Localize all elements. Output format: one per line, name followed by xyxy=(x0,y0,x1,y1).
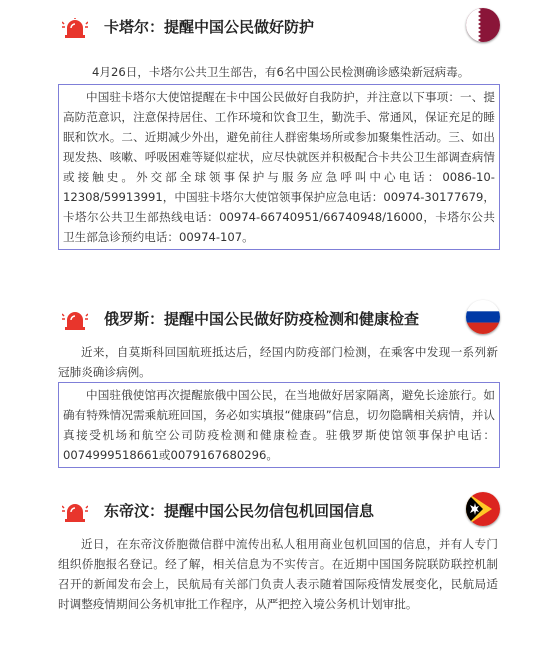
section-title: 东帝汶：提醒中国公民勿信包机回国信息 xyxy=(104,502,375,520)
section-intro: 4月26日，卡塔尔公共卫生部告，有6名中国公民检测确诊感染新冠病毒。 xyxy=(92,65,470,79)
alarm-siren-icon xyxy=(62,310,88,330)
section-intro: 近日，在东帝汶侨胞微信群中流传出私人租用商业包机回国的信息，并有人专门组织侨胞报名登记。经了解，相关信息为不实传言。在近期中国国务院联防联控机制召开的新闻发布会上，民航局有关部门负责人表示随着国际疫情发展变化，民航局适时调整疫情期间公务机审批工作程序，从严把控入境公务机计划审批。 xyxy=(58,537,498,611)
section-header xyxy=(0,298,554,338)
qatar-flag-icon xyxy=(466,8,500,42)
notice-box: 中国驻卡塔尔大使馆提醒在卡中国公民做好自我防护，并注意以下事项：一、提高防范意识，注意保持居住、工作环境和饮食卫生，勤洗手、常通风，保证充足的睡眠和饮水。二、近期减少外出，避免前往人群密集场所或参加聚集性活动。三、如出现发热、咳嗽、呼吸困难等疑似症状，应尽快就医并积极配合卡共公卫生部调查病情或接触史。外交部全球领事保护与服务应急呼叫中心电话：0086-10-12308/59913991，中国驻卡塔尔大使馆领事保护应急电话：00974-30177679，卡塔尔公共卫生部热线电话：00974-66740951/66740948/16000，卡塔尔公共卫生部急诊预约电话：00974-107。 xyxy=(58,84,500,250)
section-russia xyxy=(0,298,554,462)
russia-flag-icon xyxy=(466,300,500,334)
alarm-siren-icon xyxy=(62,502,88,522)
section-qatar xyxy=(0,6,554,244)
section-header xyxy=(0,490,554,530)
section-intro: 近来，自莫斯科回国航班抵达后，经国内防疫部门检测，在乘客中发现一系列新冠肺炎确诊病例。 xyxy=(58,345,498,379)
section-title: 卡塔尔：提醒中国公民做好防护 xyxy=(104,18,315,36)
section-header xyxy=(0,6,554,46)
section-east-timor xyxy=(0,490,554,611)
alarm-siren-icon xyxy=(62,18,88,38)
section-title: 俄罗斯：提醒中国公民做好防疫检测和健康检查 xyxy=(104,310,420,328)
notice-box: 中国驻俄使馆再次提醒旅俄中国公民，在当地做好居家隔离，避免长途旅行。如确有特殊情况需乘航班回国，务必如实填报“健康码”信息，切勿隐瞒相关病情，并认真接受机场和航空公司防疫检测和健康检查。驻俄罗斯使馆领事保护电话：0074999518661或0079167680296。 xyxy=(58,382,500,468)
east-timor-flag-icon xyxy=(466,492,500,526)
